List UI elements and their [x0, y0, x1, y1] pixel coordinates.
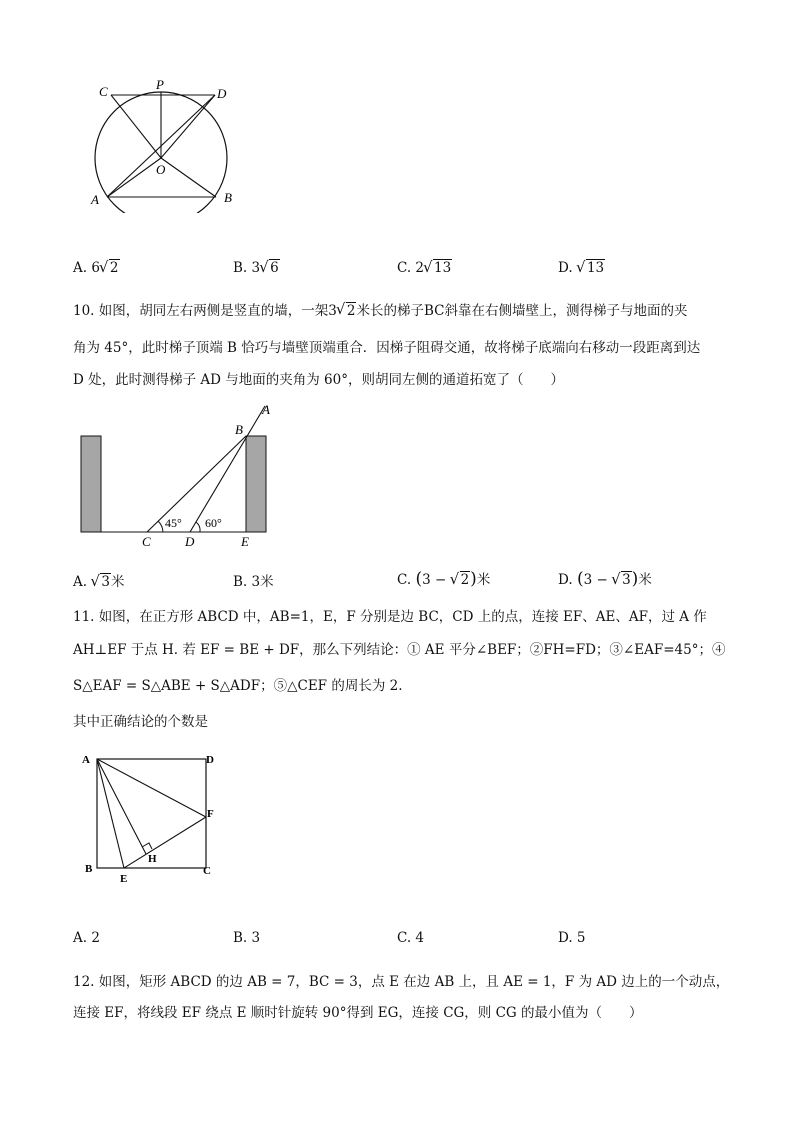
q9-option-d[interactable]: D. √ 13 — [558, 260, 605, 276]
label-E: E — [120, 873, 128, 885]
label-A: A — [262, 402, 270, 417]
q11-line1: 11. 如图，在正方形 ABCD 中，AB=1，E，F 分别是边 BC，CD 上的点，连接 EF、AE、AF，过 A 作 — [73, 609, 707, 625]
label-A: A — [82, 754, 90, 766]
label-H: H — [148, 853, 157, 865]
q11-line4: 其中正确结论的个数是 — [73, 714, 208, 730]
label-D: D — [185, 534, 195, 549]
sqrt-symbol: √ 13 — [424, 260, 452, 276]
q9-option-c[interactable]: C. 2√ 13 — [397, 260, 452, 276]
figure-square-q11 — [80, 748, 220, 888]
sqrt-symbol: √ 2 — [337, 301, 357, 321]
label-D: D — [217, 86, 227, 101]
label-C: C — [203, 865, 211, 877]
label-B: B — [224, 190, 232, 205]
label-C: C — [99, 84, 108, 99]
sqrt-symbol: √ 3 — [91, 574, 111, 590]
label-D: D — [206, 754, 214, 766]
q12-line2: 连接 EF，将线段 EF 绕点 E 顺时针旋转 90°得到 EG，连接 CG，则 CG 的最小值为（ ） — [73, 1005, 643, 1021]
figure-alley-q10 — [72, 400, 287, 550]
label-F: F — [207, 808, 214, 820]
q11-option-b[interactable]: B. 3 — [233, 930, 261, 946]
q11-line3: S△EAF = S△ABE + S△ADF；⑤△CEF 的周长为 2. — [73, 678, 403, 694]
label-O: O — [156, 162, 166, 177]
q9-option-a[interactable]: A. 6√ 2 — [73, 260, 120, 276]
label-A: A — [91, 192, 99, 207]
label-E: E — [241, 534, 249, 549]
q9-option-b[interactable]: B. 3√ 6 — [233, 260, 280, 276]
angle-60-label: 60° — [205, 516, 222, 530]
sqrt-symbol: √ 2 — [451, 572, 471, 588]
q10-option-c[interactable]: C. (3 − √ 2)米 — [397, 568, 490, 589]
q10-line3: D 处，此时测得梯子 AD 与地面的夹角为 60°，则胡同左侧的通道拓宽了（ ） — [73, 372, 564, 388]
q11-option-d[interactable]: D. 5 — [558, 930, 586, 946]
label-B: B — [235, 422, 243, 437]
sqrt-symbol: √ 3 — [612, 572, 632, 588]
q10-line2: 角为 45°，此时梯子顶端 B 恰巧与墙壁顶端重合．因梯子阻碍交通，故将梯子底端向右移动一段距离到达 — [73, 340, 701, 356]
sqrt-symbol: √ 2 — [100, 260, 120, 276]
angle-45-label: 45° — [165, 516, 182, 530]
q11-option-c[interactable]: C. 4 — [397, 930, 425, 946]
q11-line2: AH⊥EF 于点 H. 若 EF = BE + DF，那么下列结论：① AE 平分∠BEF；②FH=FD；③∠EAF=45°；④ — [73, 642, 726, 658]
q12-line1: 12. 如图，矩形 ABCD 的边 AB = 7，BC = 3，点 E 在边 AB 上，且 AE = 1，F 为 AD 边上的一个动点， — [73, 974, 730, 990]
label-C: C — [142, 534, 151, 549]
sqrt-symbol: √ 6 — [260, 260, 280, 276]
q10-option-d[interactable]: D. (3 − √ 3)米 — [558, 568, 652, 589]
label-P: P — [156, 78, 164, 92]
sqrt-symbol: √ 13 — [577, 260, 605, 276]
q10-option-a[interactable]: A. √ 3米 — [73, 570, 124, 590]
q10-option-b[interactable]: B. 3米 — [233, 574, 274, 590]
figure-circle-q9 — [85, 78, 245, 213]
label-B: B — [85, 863, 93, 875]
q10-line1: 10. 如图，胡同左右两侧是竖直的墙，一架3√ 2米长的梯子BC斜靠在右侧墙壁上，测得梯子与地面的夹 — [73, 301, 687, 321]
q11-option-a[interactable]: A. 2 — [73, 930, 100, 946]
